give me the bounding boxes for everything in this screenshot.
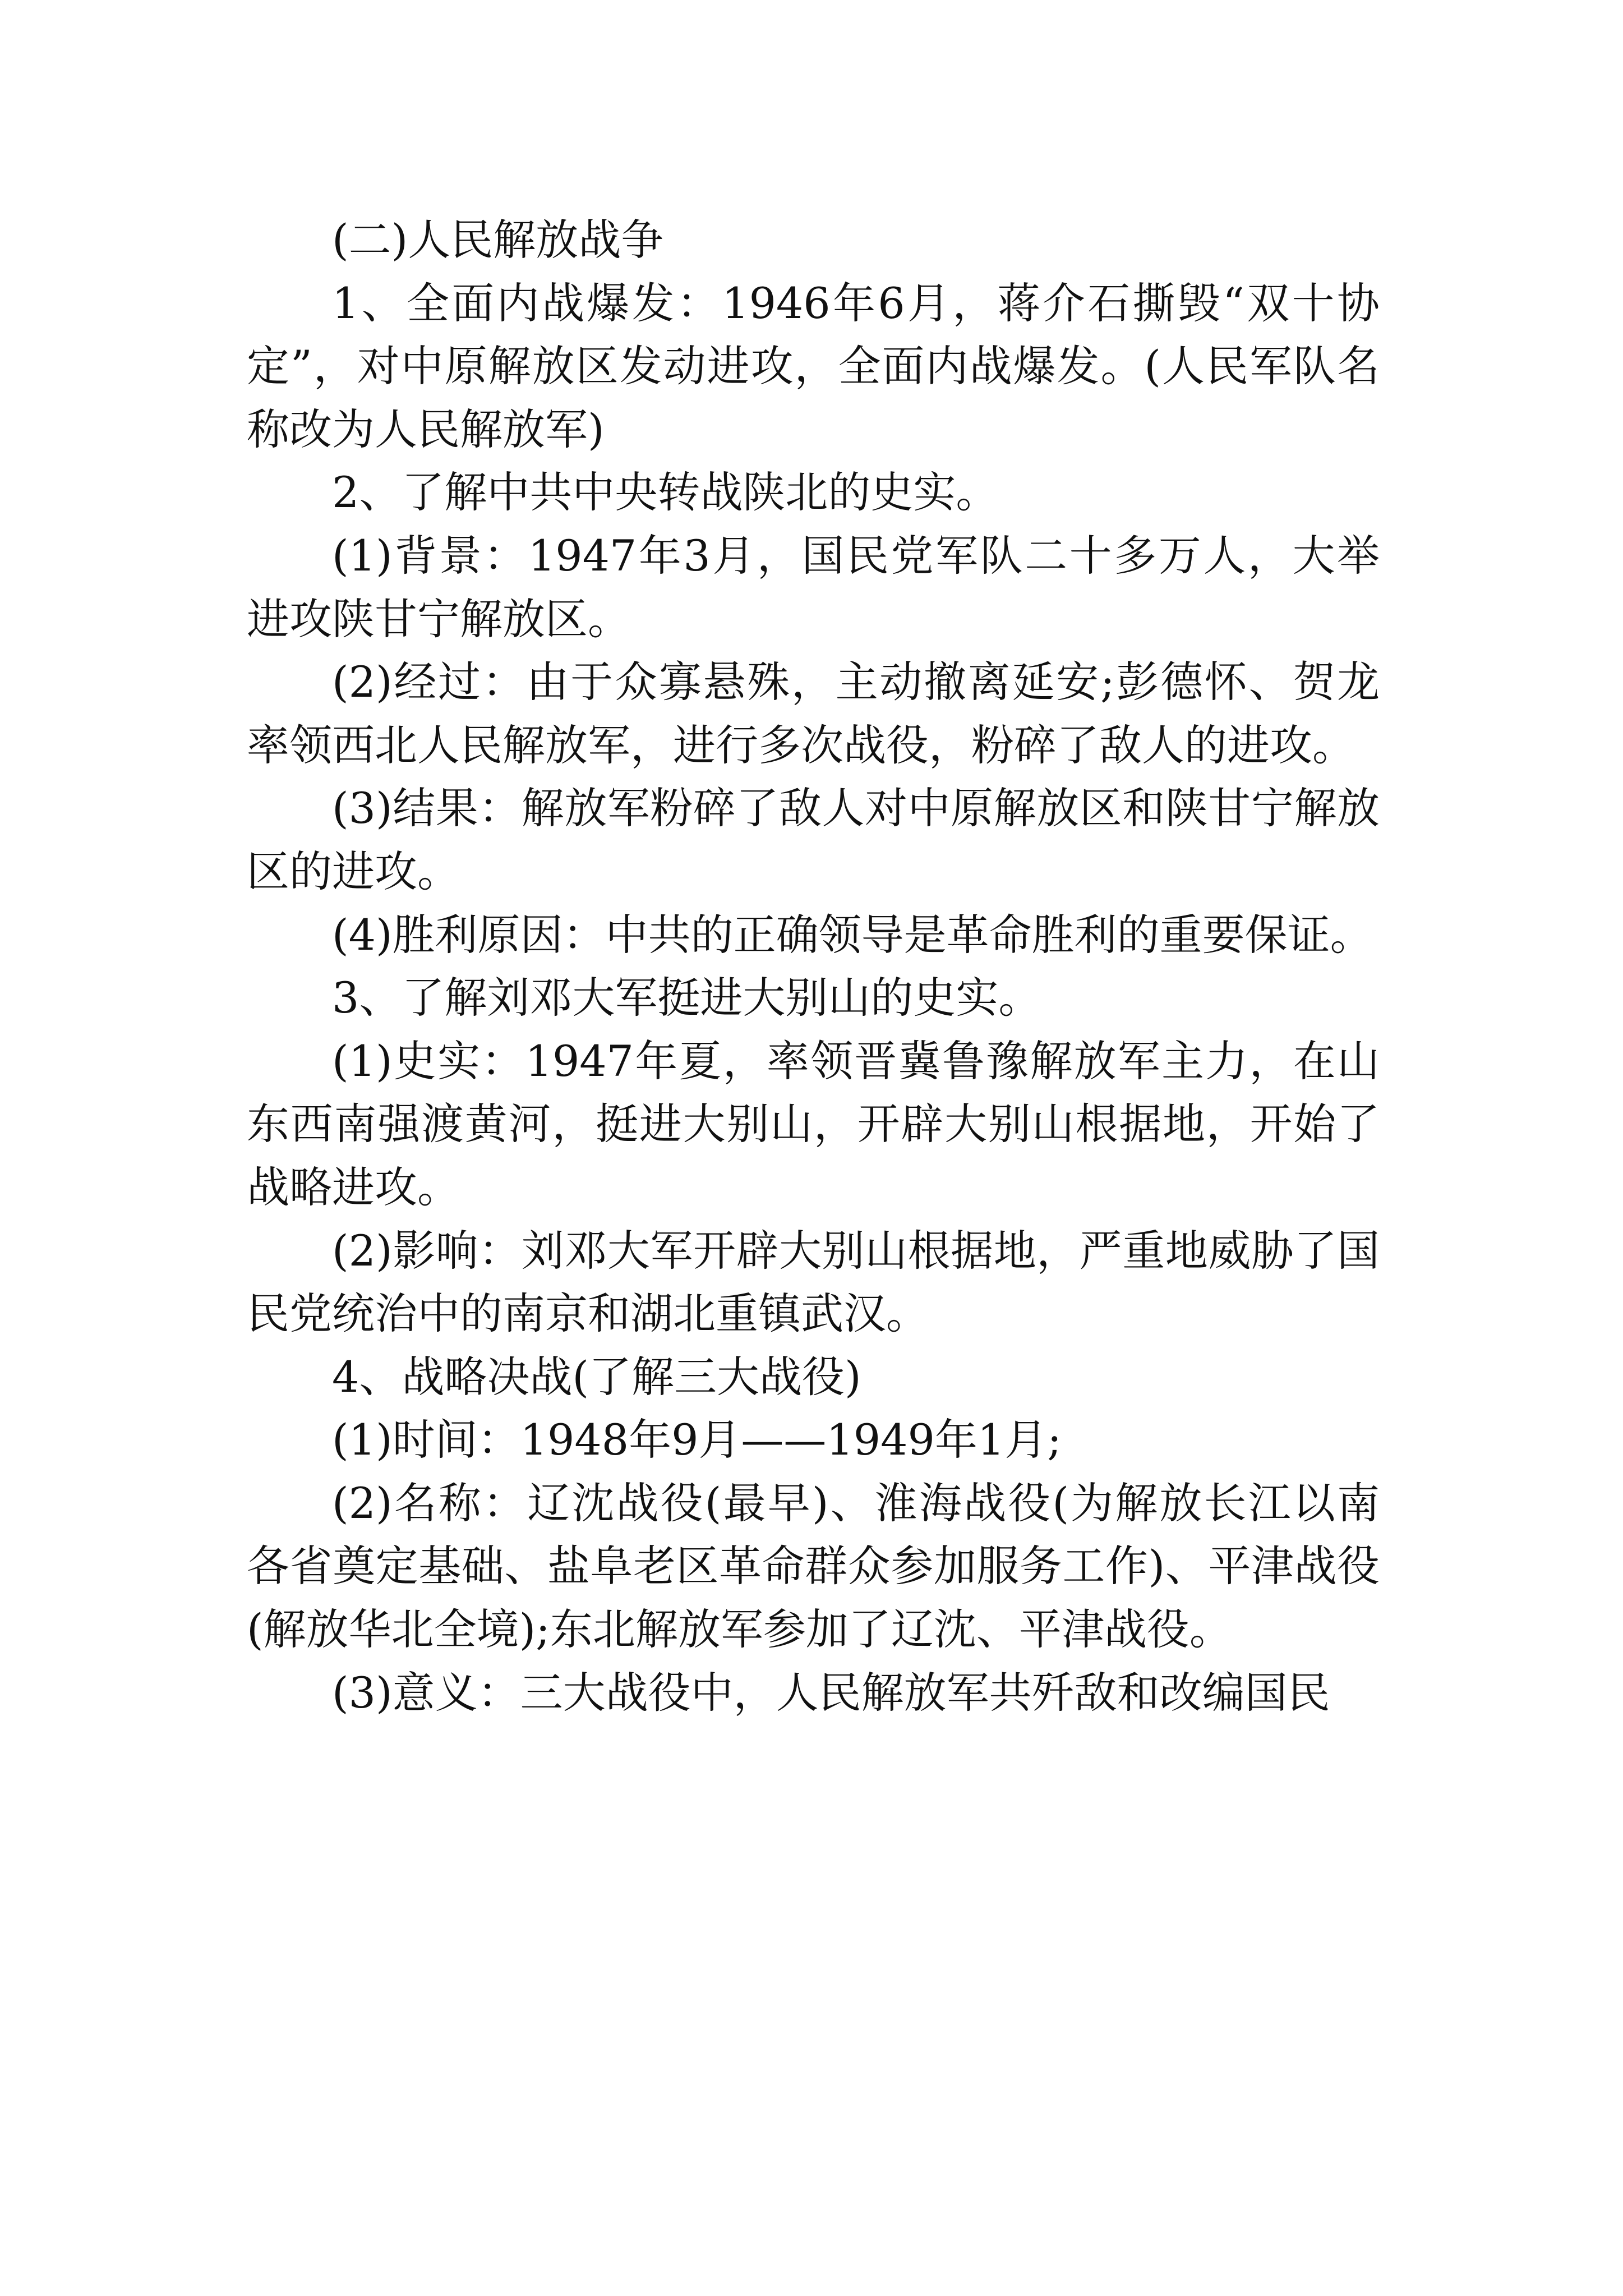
paragraph-result: (3)结果：解放军粉碎了敌人对中原解放区和陕甘宁解放区的进攻。 <box>247 783 1380 896</box>
body-text <box>247 209 1380 1724</box>
paragraph-process: (2)经过：由于众寡悬殊，主动撤离延安;彭德怀、贺龙率领西北人民解放军，进行多次战役，粉碎了敌人的进攻。 <box>247 657 1380 770</box>
section-heading: (二)人民解放战争 <box>332 215 664 265</box>
paragraph-dabie-heading: 3、了解刘邓大军挺进大别山的史实。 <box>332 973 1041 1023</box>
paragraph-dabie-impact: (2)影响：刘邓大军开辟大别山根据地，严重地威胁了国民党统治中的南京和湖北重镇武汉。 <box>247 1225 1380 1339</box>
paragraph-strategic-decisive-heading: 4、战略决战(了解三大战役) <box>332 1351 861 1402</box>
paragraph-background: (1)背景：1947年3月，国民党军队二十多万人，大举进攻陕甘宁解放区。 <box>247 530 1380 644</box>
paragraph-victory-reason: (4)胜利原因：中共的正确领导是革命胜利的重要保证。 <box>332 909 1373 960</box>
paragraph-dabie-facts: (1)史实：1947年夏，率领晋冀鲁豫解放军主力，在山东西南强渡黄河，挺进大别山，开辟大别山根据地，开始了战略进攻。 <box>247 1036 1380 1212</box>
paragraph-significance: (3)意义：三大战役中，人民解放军共歼敌和改编国民 <box>332 1667 1330 1718</box>
paragraph-time: (1)时间：1948年9月——1949年1月; <box>332 1415 1062 1465</box>
paragraph-civil-war-outbreak: 1、全面内战爆发：1946年6月，蒋介石撕毁“双十协定”，对中原解放区发动进攻，全面内战爆发。(人民军队名称改为人民解放军) <box>247 278 1380 454</box>
paragraph-campaign-names: (2)名称：辽沈战役(最早)、淮海战役(为解放长江以南各省奠定基础、盐阜老区革命群众参加服务工作)、平津战役(解放华北全境);东北解放军参加了辽沈、平津战役。 <box>247 1478 1380 1655</box>
paragraph-northern-shaanxi-heading: 2、了解中共中央转战陕北的史实。 <box>332 467 999 518</box>
